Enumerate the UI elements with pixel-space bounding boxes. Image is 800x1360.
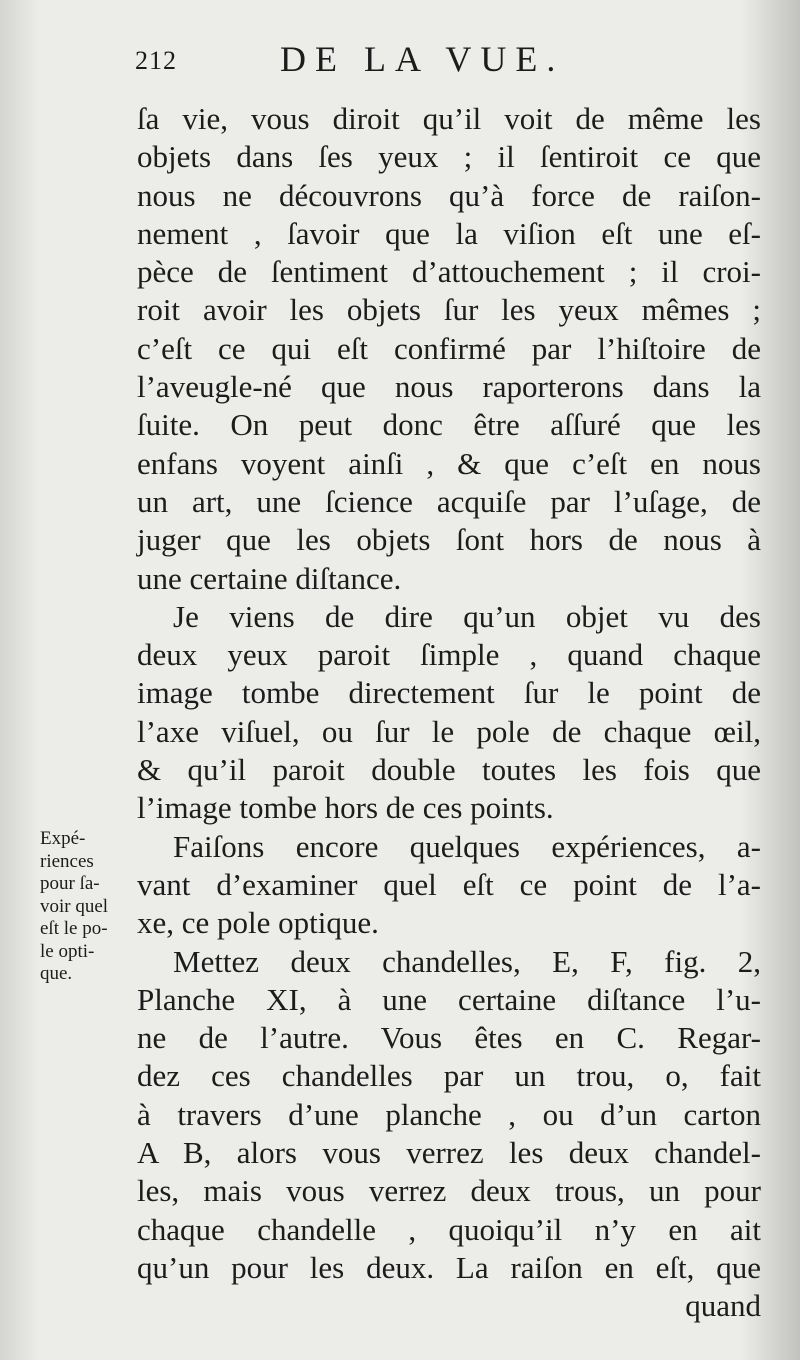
text-line: A B, alors vous verrez les deux chandel- [137, 1135, 761, 1171]
text-line: l’axe viſuel, ou ſur le pole de chaque œil, [137, 713, 761, 749]
text-line: c’eſt ce qui eſt confirmé par l’hiſtoire de [137, 330, 761, 366]
margin-note-line: riences [40, 850, 94, 872]
margin-note-line: eſt le po- [40, 918, 108, 939]
text-line: & qu’il paroit double toutes les fois que [137, 752, 761, 788]
margin-note-line: le opti- [40, 940, 95, 962]
page-header [135, 38, 735, 88]
catchword: quand [685, 1288, 761, 1324]
text-line: ſuite. On peut donc être aſſuré que les [137, 407, 761, 443]
text-line: chaque chandelle , quoiqu’il n’y en ait [137, 1211, 761, 1247]
text-line: image tombe directement ſur le point de [137, 675, 761, 711]
text-line: juger que les objets ſont hors de nous à [137, 522, 761, 558]
text-line: nous ne découvrons qu’à force de raiſon- [137, 177, 761, 213]
text-line: l’aveugle-né que nous raporterons dans la [137, 369, 761, 405]
text-line: à travers d’une planche , ou d’un carton [137, 1096, 761, 1132]
margin-note-line: que. [40, 963, 73, 984]
text-line: enfans voyent ainſi , & que c’eſt en nous [137, 445, 761, 481]
text-line: Planche XI, à une certaine diſtance l’u- [137, 981, 761, 1017]
text-line: les, mais vous verrez deux trous, un pour [137, 1173, 761, 1209]
text-line: qu’un pour les deux. La raiſon en eſt, que [137, 1249, 761, 1285]
text-line: un art, une ſcience acquiſe par l’uſage, de [137, 483, 761, 519]
margin-note-line: pour ſa- [40, 873, 100, 894]
margin-note-line: voir quel [40, 895, 109, 917]
text-line: objets dans ſes yeux ; il ſentiroit ce que [137, 139, 761, 175]
text-line: nement , ſavoir que la viſion eſt une eſ- [137, 215, 761, 251]
text-line: xe, ce pole optique. [137, 905, 379, 941]
text-line: Faiſons encore quelques expériences, a- [173, 828, 761, 864]
main-text [137, 100, 761, 1326]
text-line: Mettez deux chandelles, E, F, fig. 2, [173, 943, 761, 979]
text-line: deux yeux paroit ſimple , quand chaque [137, 637, 761, 673]
text-line: ne de l’autre. Vous êtes en C. Regar- [137, 1020, 761, 1056]
text-line: pèce de ſentiment d’attouchement ; il croi- [137, 254, 761, 290]
margin-note-line: Expé- [40, 828, 86, 849]
text-line: Je viens de dire qu’un objet vu des [173, 598, 761, 634]
text-line: dez ces chandelles par un trou, o, fait [137, 1058, 761, 1094]
text-line: vant d’examiner quel eſt ce point de l’a- [137, 866, 761, 902]
margin-note [40, 828, 140, 986]
text-line: roit avoir les objets ſur les yeux mêmes ; [137, 292, 761, 328]
text-line: une certaine diſtance. [137, 560, 402, 596]
page-number: 212 [135, 46, 177, 75]
text-line: ſa vie, vous diroit qu’il voit de même les [137, 101, 761, 136]
text-line: l’image tombe hors de ces points. [137, 790, 554, 826]
running-title: DE LA VUE. [280, 39, 565, 79]
